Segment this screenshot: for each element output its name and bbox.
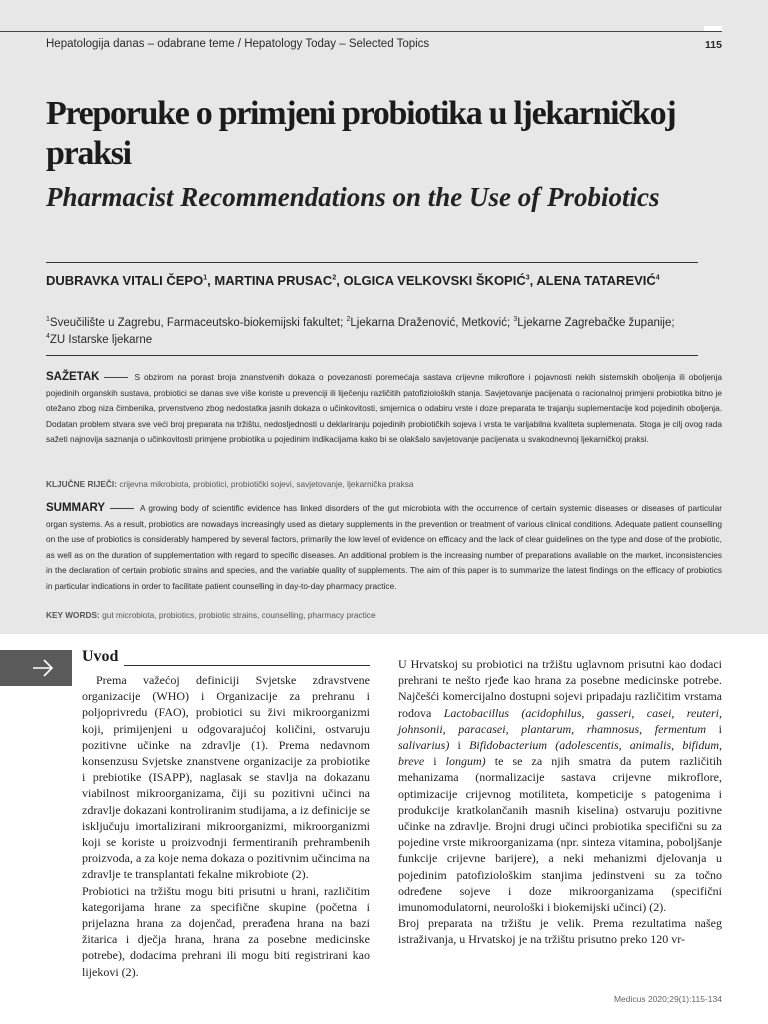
running-title: Hepatologija danas – odabrane teme / Hepatology Today – Selected Topics bbox=[46, 38, 430, 50]
abstract-en-heading: SUMMARY bbox=[46, 502, 105, 514]
text-run: te se za njih smatra da putem različitih mehanizama (normalizacije sastava crijevne mikroflore, optimizacije crijevnog motiliteta, kompeticije s patogenima i produkcije kratkolančanih masnih kiselina) ostvaruju pozitivne učinke na zdravlje. Brojni drugi učinci probiotika specifični su za pojedine vrste mikroorganizama (npr. sinteza vitamina, poboljšanje funkcije crijevne barijere), a neki mehanizmi djelovanja u pojedinim patofiziološkim stanjima jedinstveni su za točno određene sojeve i doze mikroorganizama (specifični imunomodulatorni, neurološki i biokemijski učinci) (2). bbox=[398, 754, 723, 915]
species-list: longum) bbox=[445, 754, 486, 769]
abstract-hr-text: S obzirom na porast broja znanstvenih dokaza o povezanosti poremećaja sastava crijevne mikroflore i pojavnosti nekih sistemskih oboljenja ili oboljenja pojedinih organskih sustava, probiotici se danas sve više koriste u prevenciji ili liječenju različitih patofizioloških stanja. Savjetovanje pacijenata o racionalnoj primjeni probiotika bitno je otežano zbog niza čimbenika, prvenstveno zbog nedostatka jasnih dokaza o učinkovitosti, smjernica o odabiru vrste i doze preparata te trajanju suplementacije kod pojedinih oboljenja. Dodatan problem stvara sve veći broj preparata na tržištu, nedosljednosti u deklariranju pojedinih probiotičkih sojeva i vrsta te varijabilna kvaliteta suplemenata. Stoga je cilj ovog rada sažeti najnovija saznanja o učinkovitosti primjene probiotika u pojedinim indikacijama kako bi se olakšalo savjetovanje pacijenata u svakodnevnoj ljekarničkoj praksi. bbox=[46, 372, 722, 444]
divider bbox=[46, 355, 698, 356]
text-run: i bbox=[433, 754, 437, 769]
abstract-hr-heading: SAŽETAK bbox=[46, 371, 100, 383]
section-marker bbox=[0, 650, 72, 686]
affiliation: ZU Istarske ljekarne bbox=[49, 334, 153, 346]
arrow-right-icon bbox=[32, 659, 54, 677]
author-sup: 1 bbox=[203, 274, 208, 282]
species-list: (adolescentis, animalis, bifidum, breve bbox=[398, 738, 723, 769]
author: MARTINA PRUSAC bbox=[214, 273, 333, 288]
paragraph: Probiotici na tržištu mogu biti prisutni u hrani, različitim kategorijama hrane za specifične skupine (početna i prijelazna hrana za dojenčad, prerađena hrana na bazi žitarica i dječja hrana, hrana za posebne medicinske potrebe), dodacima prehrani ili mogu biti registrirani kao lijekovi (2). bbox=[82, 883, 370, 979]
genus-name: Bifidobacterium bbox=[469, 738, 548, 753]
article-subtitle: Pharmacist Recommendations on the Use of Probiotics bbox=[46, 182, 660, 212]
affiliation: Ljekarna Draženović, Metković; bbox=[350, 317, 511, 329]
abstract-en bbox=[46, 501, 722, 594]
affiliation: Ljekarne Zagrebačke županije; bbox=[517, 317, 675, 329]
heading-line bbox=[104, 377, 128, 378]
page-number: 115 bbox=[705, 39, 722, 51]
section-rule bbox=[124, 665, 370, 666]
species-list: (acidophilus, gasseri, casei, reuteri, johnsonii, paracasei, plantarum, rhamnosus, fermentum bbox=[398, 705, 722, 736]
author: OLGICA VELKOVSKI ŠKOPIĆ bbox=[343, 273, 526, 288]
author-sup: 4 bbox=[655, 274, 660, 282]
paragraph: Prema važećoj definiciji Svjetske zdravstvene organizacije (WHO) i Organizacije za prehranu i poljoprivredu (FAO), probiotici su živi mikroorganizmi koji, primijenjeni u odgovarajućoj količini, ostvaruju pozitivne učinke na zdravlje (1). Prema nedavnom konsenzusu Svjetske znanstvene organizacije za probiotike i prebiotike (ISAPP), naglasak se stavlja na dokazanu viabilnost mikroorganizama, čiji su pozitivni učinci na zdravlje dokazani kontroliranim studijama, a iz definicije se isključuju imortalizirani mikroorganizmi, mikroorganizmi koji se koriste u proizvodnji fermentiranih prehrambenih proizvoda, a za koje nema dokaza o pozitivnim učincima na zdravlje te transplantati fekalne mikrobiote (2). bbox=[82, 673, 370, 882]
article-title: Preporuke o primjeni probiotika u ljekarničkoj praksi bbox=[46, 95, 676, 172]
abstract-en-text: A growing body of scientific evidence has linked disorders of the gut microbiota with the occurrence of certain systemic diseases or diseases of particular organ systems. As a result, probiotics are nowadays increasingly used as dietary supplements in the prevention or treatment of various clinical conditions. Adequate patient counselling on the use of probiotics is considerably hampered by several factors, primarily the low level of evidence on efficacy and the lack of clear guidelines on the type and dose of the probiotic, as well as on the duration of supplementation with regard to specific diseases. An additional problem is the increasing number of preparations available on the market, inconsistencies in the declaration of certain probiotic strains and species, and the variable quality of supplements. The aim of this paper is to summarize the latest findings on the efficacy of probiotics in particular indications in order to facilitate patient counselling in day-to-day pharmacy practice. bbox=[46, 503, 722, 591]
keywords-hr-label: KLJUČNE RIJEČI: bbox=[46, 479, 117, 489]
paragraph bbox=[398, 656, 722, 915]
affil-sup: 1 bbox=[46, 316, 50, 324]
keywords-hr bbox=[46, 478, 722, 490]
author-list: DUBRAVKA VITALI ČEPO$^1$, MARTINA PRUSAC$^2$, OLGICA VELKOVSKI ŠKOPIĆ$^3$, ALENA TATAREVIĆ$^4$ bbox=[46, 273, 660, 288]
keywords-en-label: KEY WORDS: bbox=[46, 610, 100, 620]
affil-sup: 2 bbox=[346, 316, 351, 324]
header-rule bbox=[0, 31, 722, 32]
author-sup: 2 bbox=[332, 274, 337, 282]
species-list: salivarius) bbox=[398, 738, 450, 753]
section-heading: Uvod bbox=[82, 648, 119, 665]
affil-sup: 4 bbox=[46, 333, 50, 341]
body-column-left bbox=[82, 672, 370, 980]
keywords-en-text: gut microbiota, probiotics, probiotic strains, counselling, pharmacy practice bbox=[102, 610, 376, 620]
affiliation: Sveučilište u Zagrebu, Farmaceutsko-biokemijski fakultet; bbox=[49, 317, 344, 329]
affil-sup: 3 bbox=[513, 316, 518, 324]
text-run: i bbox=[457, 738, 461, 753]
keywords-hr-text: crijevna mikrobiota, probiotici, probiotički sojevi, savjetovanje, ljekarnička praksa bbox=[119, 479, 414, 489]
text-run: U Hrvatskoj su probiotici na tržištu uglavnom prisutni kao dodaci prehrani te nešto rjeđe kao hrana za posebne medicinske potrebe. Najčešći komercijalno dostupni sojevi pripadaju različitim vrstama rodova bbox=[398, 657, 722, 720]
heading-line bbox=[110, 508, 134, 509]
author: ALENA TATAREVIĆ bbox=[536, 273, 656, 288]
author-sup: 3 bbox=[525, 274, 530, 282]
divider bbox=[46, 262, 698, 263]
paragraph: Broj preparata na tržištu je velik. Prema rezultatima našeg istraživanja, u Hrvatskoj je na tržištu prisutno preko 120 vr- bbox=[398, 916, 722, 947]
footer-citation: Medicus 2020;29(1):115-134 bbox=[613, 994, 722, 1004]
author: DUBRAVKA VITALI ČEPO bbox=[46, 273, 204, 288]
keywords-en bbox=[46, 609, 722, 621]
body-column-right bbox=[398, 656, 722, 948]
abstract-hr bbox=[46, 370, 722, 448]
affiliations bbox=[46, 315, 696, 349]
genus-name: Lactobacillus bbox=[443, 705, 510, 720]
text-run: i bbox=[718, 721, 722, 736]
